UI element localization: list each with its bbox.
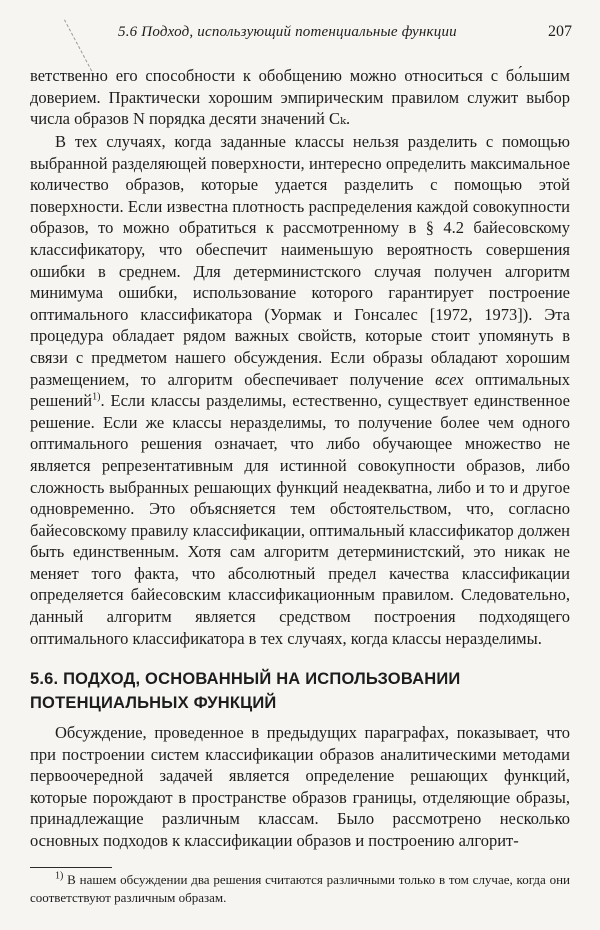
paragraph-text-part: В тех случаях, когда заданные классы нельзя разделить с помощью выбранной разделяющей поверхности, интересно определить максимальное количество образов, которые удается разделить с помощью этой поверхности. Если известна плотность распределения каждой совокупности образов, то можно обратиться к рассмотренному в § 4.2 байесовскому классификатору, что обеспечит наименьшую вероятность совершения ошибки в среднем. Для детерминистского случая получен алгоритм минимума ошибки, использование которого гарантирует построение оптимального классификатора (Уормак и Гонсалес [1972, 1973]). Эта процедура обладает рядом важных свойств, которые стоит упомянуть в связи с предметом нашего обсуждения. Если образы обладают хорошим размещением, то алгоритм обеспечивает получение xyxy=(30,132,570,389)
running-head xyxy=(118,23,572,46)
section-heading xyxy=(30,667,570,715)
page-number: 207 xyxy=(548,23,572,40)
margin-pencil-mark xyxy=(64,19,93,71)
footnote-reference: 1) xyxy=(92,391,101,403)
footnote-text: В нашем обсуждении два решения считаются различными только в том случае, когда они соответствуют различным образам. xyxy=(30,872,570,905)
paragraph-text xyxy=(30,131,570,649)
running-head-title: 5.6 Подход, использующий потенциальные функции xyxy=(118,24,457,40)
paragraph-separability xyxy=(30,131,570,649)
section-heading-line-1: 5.6. ПОДХОД, ОСНОВАННЫЙ НА ИСПОЛЬЗОВАНИИ xyxy=(30,670,461,688)
emphasis-word: всех xyxy=(435,369,464,389)
paragraph-text-part: . Если классы разделимы, естественно, существует единственное решение. Если же классы неразделимы, то получение более чем одного оптимального решения означает, что либо обучающее множество не является репрезентативным для истинной совокупности образов, либо сложность выбранных решающих функций неадекватна, либо и то и другое одновременно. Это объясняется тем обстоятельством, что, согласно байесовскому правилу классификации, оптимальный классификатор должен быть единственным. Хотя сам алгоритм детерминистский, это никак не меняет того факта, что абсолютный предел качества классификации определяется байесовским классификационным правилом. Следовательно, данный алгоритм является средством построения подходящего оптимального классификатора в тех случаях, когда классы неразделимы. xyxy=(30,391,570,648)
paragraph-text: Обсуждение, проведенное в предыдущих параграфах, показывает, что при построении систем классификации образов аналитическими методами первоочередной задачей является определение решающих функций, которые порождают в пространстве образов границы, отделяющие образы, принадлежащие различным классам. Было рассмотрено несколько основных подходов к классификации образов и построению алгорит- xyxy=(30,723,570,850)
paragraph-continuation xyxy=(30,65,570,130)
footnote-divider xyxy=(30,867,112,868)
footnote-marker: 1) xyxy=(55,870,64,882)
paragraph-text-part: оптимальных решений xyxy=(30,369,570,411)
footnote xyxy=(30,871,570,906)
paragraph-section-intro xyxy=(30,722,570,852)
section-heading-line-2: ПОТЕНЦИАЛЬНЫХ ФУНКЦИЙ xyxy=(30,694,277,712)
paragraph-text: ветственно его способности к обобщению можно относиться с бо́льшим доверием. Практически хорошим эмпирическим правилом служит выбор числа образов N порядка десяти значений Cₖ. xyxy=(30,66,570,129)
